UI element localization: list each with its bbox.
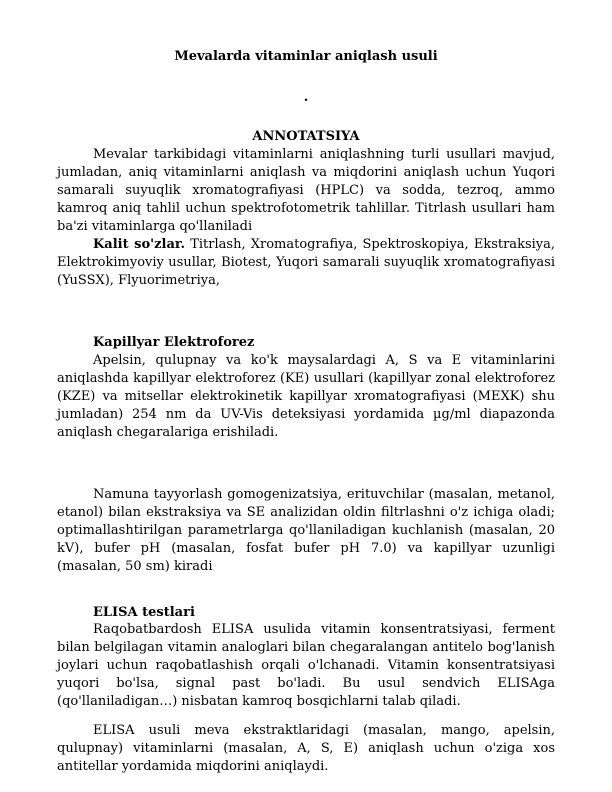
annotation-heading: ANNOTATSIYA <box>252 129 360 144</box>
section-heading-elisa: ELISA testlari <box>93 605 195 620</box>
keywords-text: Titrlash, Xromatografiya, Spektroskopiya, Ekstraksiya, Elektrokimyoviy usullar, Biotest, Yuqori samarali suyuqlik xromatografiyasi (YuSSX), Flyuorimetriya, <box>57 237 555 288</box>
annotation-paragraph: Mevalar tarkibidagi vitaminlarni aniqlashning turli usullari mavjud, jumladan, aniq vitaminlarni aniqlash va miqdorini aniqlash uchun Yuqori samarali suyuqlik xromatografiyasi (HPLC) va sodda, tezroq, ammo kamroq aniq tahlil uchun spektrofotometrik tahlillar. Titrlash usullari ham ba'zi vitaminlarga qo'llaniladi <box>57 147 555 234</box>
section-heading-capillary-electrophoresis: Kapillyar Elektroforez <box>93 335 255 350</box>
capillary-paragraph-2: Namuna tayyorlash gomogenizatsiya, erituvchilar (masalan, metanol, etanol) bilan ekstraksiya va SE analizidan oldin filtrlashni o'z ichiga oladi; optimallashtirilgan parametrlarga qo'llaniladigan kuchlanish (masalan, 20 kV), bufer pH (masalan, fosfat bufer pH 7.0) va kapillyar uzunligi (masalan, 50 sm) kiradi <box>57 487 555 574</box>
elisa-paragraph-2: ELISA usuli meva ekstraktlaridagi (masalan, mango, apelsin, qulupnay) vitaminlarni (masalan, A, S, E) aniqlash uchun o'ziga xos antitellar yordamida miqdorini aniqlaydi. <box>57 723 555 774</box>
capillary-paragraph-1: Apelsin, qulupnay va ko'k maysalardagi A, S va E vitaminlarini aniqlashda kapillyar elektroforez (KE) usullari (kapillyar zonal elektroforez (KZE) va mitsellar elektrokinetik kapillyar xromatografiyasi (MEXK) shu jumladan) 254 nm da UV-Vis deteksiyasi yordamida µg/ml diapazonda aniqlash chegaralariga erishiladi. <box>57 353 555 440</box>
elisa-paragraph-1: Raqobatbardosh ELISA usulida vitamin konsentratsiyasi, ferment bilan belgilagan vitamin analoglari bilan chegaralangan antitelo bog'lanish joylari uchun raqobatlashish orqali o'lchanadi. Vitamin konsentratsiyasi yuqori bo'lsa, signal past bo'ladi. Bu usul sendvich ELISAga (qo'llaniladigan…) nisbatan kamroq bosqichlarni talab qiladi. <box>57 622 555 709</box>
keywords-paragraph <box>57 236 555 290</box>
title-separator-dot: . <box>303 90 309 105</box>
document-title: Mevalarda vitaminlar aniqlash usuli <box>174 49 438 64</box>
keywords-label: Kalit so'zlar. <box>93 237 186 252</box>
